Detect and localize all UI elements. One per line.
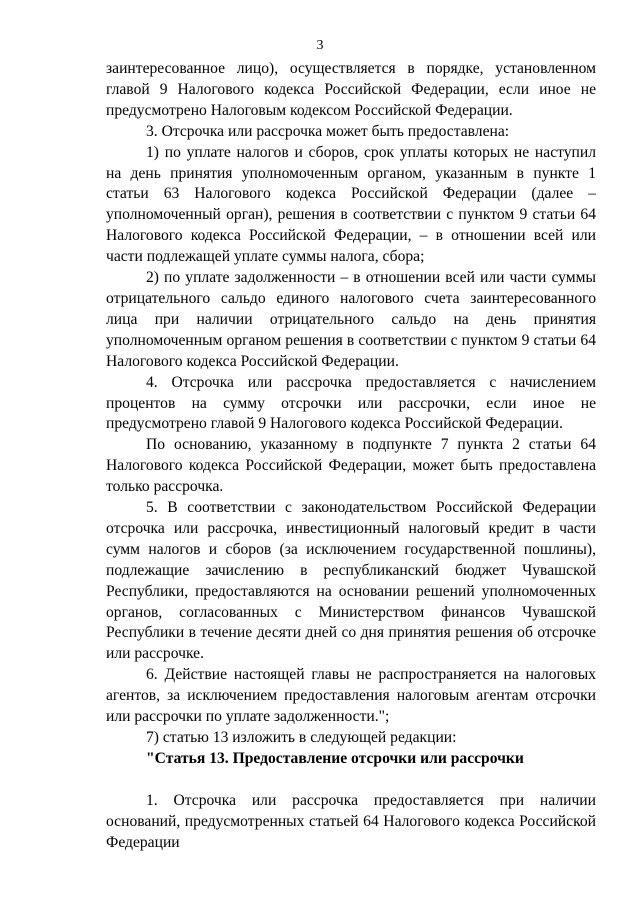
paragraph-item-7: 7) статью 13 изложить в следующей редакции:: [146, 729, 457, 746]
article-13-heading: "Статья 13. Предоставление отсрочки или рассрочки: [146, 749, 524, 767]
document-body: [106, 59, 596, 853]
paragraph-continuation: заинтересованное лицо), осуществляется в порядке, установленном главой 9 Налогового кодекса Российской Федерации, если иное не предусмотрено Налоговым кодексом Российской Федерации.: [106, 60, 596, 119]
paragraph-clause-5: 5. В соответствии с законодательством Российской Федерации отсрочка или рассрочка, инвестиционный налоговый кредит в части сумм налогов и сборов (за исключением государственной пошлины), подлежащие зачислению в республиканский бюджет Чувашской Республики, предоставляются на основании решений уполномоченных органов, согласованных с Министерством финансов Чувашской Республики в течение десяти дней со дня принятия решения об отсрочке или рассрочке.: [106, 499, 596, 663]
paragraph-clause-3: 3. Отсрочка или рассрочка может быть предоставлена:: [146, 122, 510, 140]
paragraph-clause-4: 4. Отсрочка или рассрочка предоставляется с начислением процентов на сумму отсрочки или рассрочки, если иное не предусмотрено главой 9 Налогового кодекса Российской Федерации.: [106, 373, 596, 433]
paragraph-installment-basis: По основанию, указанному в подпункте 7 пункта 2 статьи 64 Налогового кодекса Российской Федерации, может быть предоставлена только рассрочка.: [106, 436, 596, 496]
article-13-clause-1: 1. Отсрочка или рассрочка предоставляется при наличии оснований, предусмотренных статьей 64 Налогового кодекса Российской Федерации: [106, 791, 596, 851]
page-number: 3: [316, 38, 324, 53]
paragraph-subclause-1: 1) по уплате налогов и сборов, срок уплаты которых не наступил на день принятия уполномоченным органом, указанным в пункте 1 статьи 63 Налогового кодекса Российской Федерации (далее – уполномоченный орган), решения в соответствии с пунктом 9 статьи 64 Налогового кодекса Российской Федерации, – в отношении всей или части подлежащей уплате суммы налога, сбора;: [106, 143, 596, 266]
paragraph-subclause-2: 2) по уплате задолженности – в отношении всей или части суммы отрицательного сальдо единого налогового счета заинтересованного лица при наличии отрицательного сальдо на день принятия уполномоченным органом решения в соответствии с пунктом 9 статьи 64 Налогового кодекса Российской Федерации.: [106, 269, 596, 370]
paragraph-clause-6: 6. Действие настоящей главы не распространяется на налоговых агентов, за исключением предоставления налоговым агентам отсрочки или рассрочки по уплате задолженности.";: [106, 666, 596, 726]
